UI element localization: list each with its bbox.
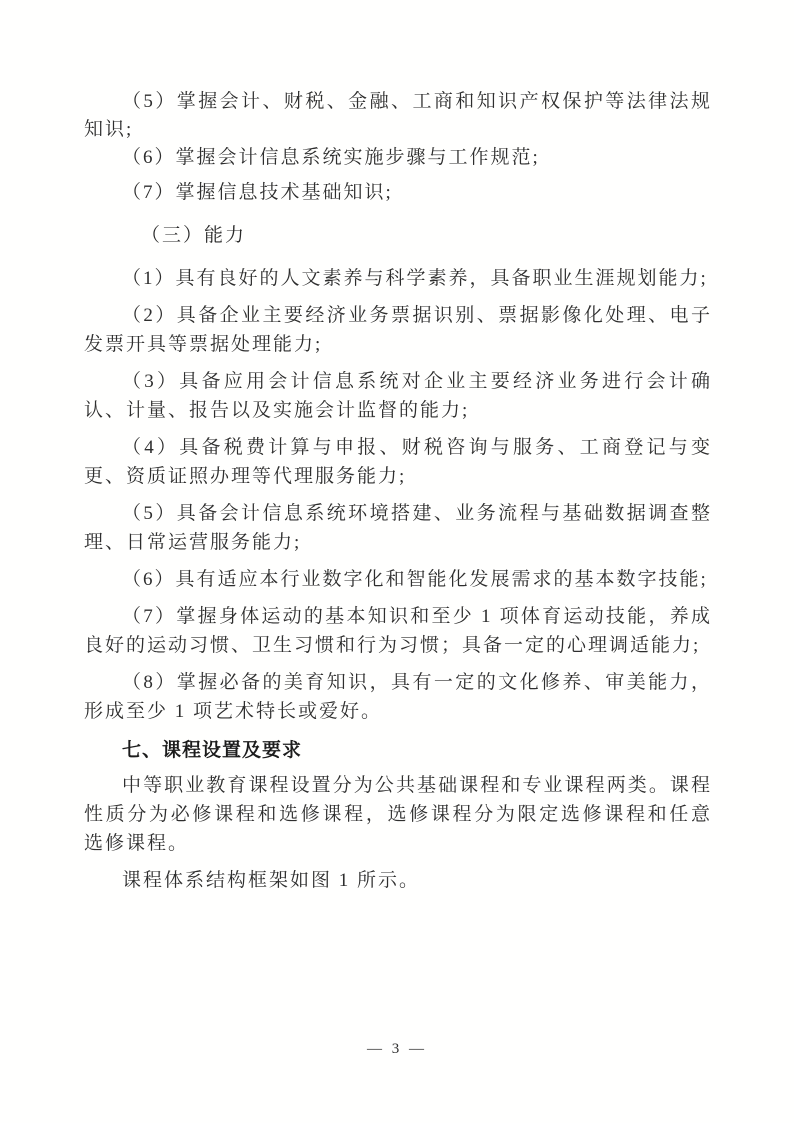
list-item-knowledge-7: （7）掌握信息技术基础知识;: [122, 182, 393, 203]
list-item-knowledge-6: （6）掌握会计信息系统实施步骤与工作规范;: [122, 147, 540, 168]
list-item-ability-5: （5）具备会计信息系统环境搭建、业务流程与基础数据调查整理、日常运营服务能力;: [84, 503, 712, 553]
list-item-ability-8: （8）掌握必备的美育知识，具有一定的文化修养、审美能力，形成至少 1 项艺术特长或爱好。: [84, 672, 712, 722]
list-item-ability-6: （6）具有适应本行业数字化和智能化发展需求的基本数字技能;: [122, 569, 708, 590]
paragraph-figure-reference: 课程体系结构框架如图 1 所示。: [122, 870, 421, 891]
list-item-ability-7: （7）掌握身体运动的基本知识和至少 1 项体育运动技能，养成良好的运动习惯、卫生习惯和行为习惯；具备一定的心理调适能力;: [84, 606, 712, 656]
list-item-ability-2: （2）具备企业主要经济业务票据识别、票据影像化处理、电子发票开具等票据处理能力;: [84, 305, 712, 355]
section-subheading-ability: （三）能力: [141, 225, 247, 246]
list-item-ability-3: （3）具备应用会计信息系统对企业主要经济业务进行会计确认、计量、报告以及实施会计监督的能力;: [84, 371, 712, 421]
list-item-ability-1: （1）具有良好的人文素养与科学素养，具备职业生涯规划能力;: [122, 268, 708, 289]
paragraph-curriculum-intro: 中等职业教育课程设置分为公共基础课程和专业课程两类。课程性质分为必修课程和选修课程，选修课程分为限定选修课程和任意选修课程。: [84, 775, 712, 854]
page-number: — 3 —: [367, 1041, 427, 1057]
section-heading-curriculum: 七、课程设置及要求: [122, 740, 303, 761]
list-item-knowledge-5: （5）掌握会计、财税、金融、工商和知识产权保护等法律法规知识;: [84, 91, 712, 140]
document-body: [84, 88, 712, 895]
list-item-ability-4: （4）具备税费计算与申报、财税咨询与服务、工商登记与变更、资质证照办理等代理服务能力;: [84, 437, 712, 487]
